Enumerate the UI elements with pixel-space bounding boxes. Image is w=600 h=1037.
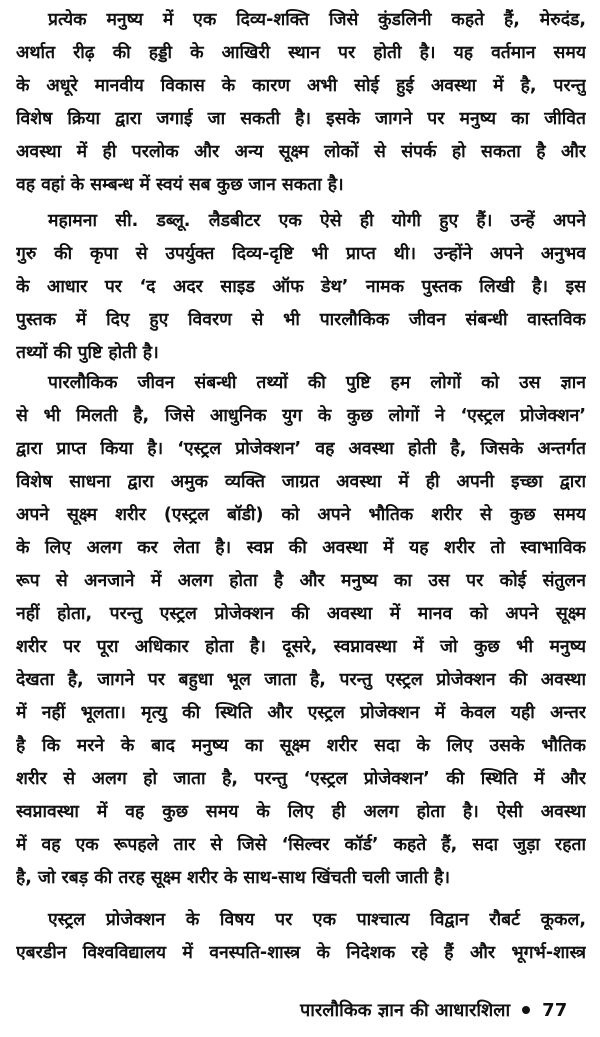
text-line: के लिए अलग कर लेता है। स्वप्न की अवस्था में यह शरीर तो स्वाभाविक <box>16 538 586 558</box>
text-line: है, जो रबड़ की तरह सूक्ष्म शरीर के साथ-साथ खिंचती चली जाती है। <box>16 868 451 888</box>
text-line: के अधूरे मानवीय विकास के कारण अभी सोई हुई अवस्था में है, परन्तु <box>16 76 586 96</box>
text-line: स्वप्नावस्था में वह कुछ समय के लिए ही अलग होता है। ऐसी अवस्था <box>16 802 586 822</box>
paragraph-leadbeater <box>16 205 586 370</box>
text-line: है कि मरने के बाद मनुष्य का सूक्ष्म शरीर सदा के लिए उसके भौतिक <box>16 736 586 756</box>
text-line: विशेष साधना द्वारा अमुक व्यक्ति जाग्रत अवस्था में ही अपनी इच्छा द्वारा <box>16 472 586 492</box>
text-line: में नहीं भूलता। मृत्यु की स्थिति और एस्ट्रल प्रोजेक्शन में केवल यही अन्तर <box>16 703 586 723</box>
text-line: महामना सी. डब्लू. लैडबीटर एक ऐसे ही योगी हुए हैं। उन्हें अपने <box>48 211 586 231</box>
text-line: के आधार पर ‘द अदर साइड ऑफ डेथ’ नामक पुस्तक लिखी है। इस <box>16 277 586 297</box>
text-line: एबरडीन विश्वविद्यालय में वनस्पति-शास्त्र के निदेशक रहे हैं और भूगर्भ-शास्त्र <box>16 943 586 963</box>
text-line: पुस्तक में दिए हुए विवरण से भी पारलौकिक जीवन संबन्धी वास्तविक <box>16 310 586 330</box>
text-line: गुरु की कृपा से उपर्युक्त दिव्य-दृष्टि भी प्राप्त थी। उन्होंने अपने अनुभव <box>16 244 586 264</box>
text-line: देखता है, जागने पर बहुधा भूल जाता है, परन्तु एस्ट्रल प्रोजेक्शन की अवस्था <box>16 670 586 690</box>
text-line: से भी मिलती है, जिसे आधुनिक युग के कुछ लोगों ने ‘एस्ट्रल प्रोजेक्शन’ <box>16 406 586 426</box>
text-line: पारलौकिक जीवन संबन्धी तथ्यों की पुष्टि हम लोगों को उस ज्ञान <box>48 373 586 393</box>
text-line: रूप से अनजाने में अलग होता है और मनुष्य का उस पर कोई संतुलन <box>16 571 586 591</box>
page-number: 77 <box>542 999 568 1021</box>
text-line: अर्थात रीढ़ की हड्डी के आखिरी स्थान पर होती है। यह वर्तमान समय <box>16 43 586 63</box>
text-line: में वह एक रूपहले तार से जिसे ‘सिल्वर कॉर्ड’ कहते हैं, सदा जुड़ा रहता <box>16 835 586 855</box>
text-line: द्वारा प्राप्त किया है। ‘एस्ट्रल प्रोजेक्शन’ वह अवस्था होती है, जिसके अन्तर्गत <box>16 439 586 459</box>
text-line: एस्ट्रल प्रोजेक्शन के विषय पर एक पाश्चात्य विद्वान रौबर्ट कूकल, <box>48 910 586 930</box>
text-line: विशेष क्रिया द्वारा जगाई जा सकती है। इसके जागने पर मनुष्य का जीवित <box>16 109 586 129</box>
text-line: तथ्यों की पुष्टि होती है। <box>16 343 159 363</box>
running-title: पारलौकिक ज्ञान की आधारशिला <box>300 1000 511 1021</box>
paragraph-robert-crookall <box>16 904 586 970</box>
page-footer <box>300 992 590 1028</box>
paragraph-astral-projection <box>16 367 586 895</box>
text-line: प्रत्येक मनुष्य में एक दिव्य-शक्ति जिसे कुंडलिनी कहते हैं, मेरुदंड, <box>48 10 586 30</box>
paragraph-kundalini <box>16 4 586 202</box>
text-line: अपने सूक्ष्म शरीर (एस्ट्रल बॉडी) को अपने भौतिक शरीर से कुछ समय <box>16 505 586 525</box>
text-line: वह वहां के सम्बन्ध में स्वयं सब कुछ जान सकता है। <box>16 175 344 195</box>
text-line: नहीं होता, परन्तु एस्ट्रल प्रोजेक्शन की अवस्था में मानव को अपने सूक्ष्म <box>16 604 586 624</box>
text-line: शरीर पर पूरा अधिकार होता है। दूसरे, स्वप्नावस्था में जो कुछ भी मनुष्य <box>16 637 586 657</box>
text-line: शरीर से अलग हो जाता है, परन्तु ‘एस्ट्रल प्रोजेक्शन’ की स्थिति में और <box>16 769 586 789</box>
bullet-separator-icon <box>522 1006 530 1014</box>
text-line: अवस्था में ही परलोक और अन्य सूक्ष्म लोकों से संपर्क हो सकता है और <box>16 142 586 162</box>
